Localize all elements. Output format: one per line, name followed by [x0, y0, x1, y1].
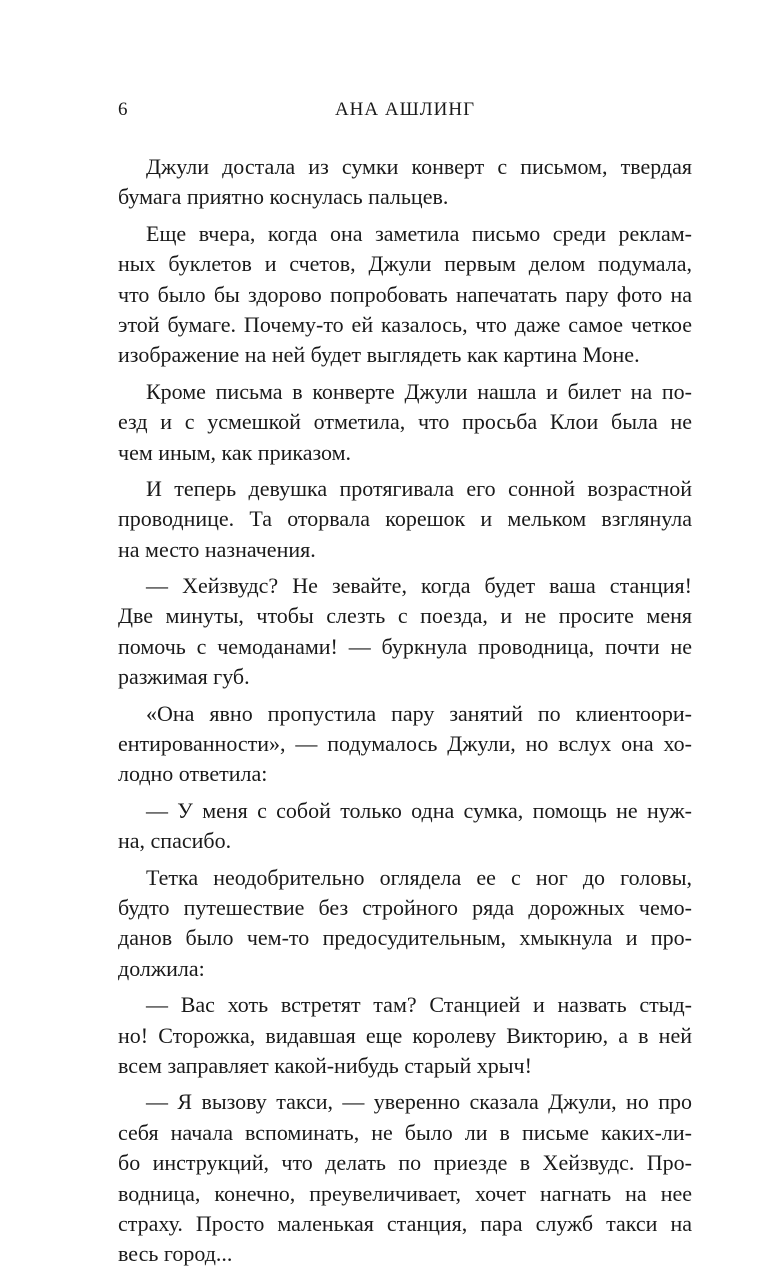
text-line: Кроме письма в конверте Джули нашла и билет на по-: [146, 378, 692, 404]
text-body: [118, 152, 692, 1270]
text-line: должила:: [118, 955, 205, 981]
text-line: себя начала вспоминать, не было ли в письме каких-ли-: [118, 1119, 692, 1145]
text-line: этой бумаге. Почему-то ей казалось, что даже самое четкое: [118, 311, 692, 337]
text-line: Две минуты, чтобы слезть с поезда, и не просите меня: [118, 603, 692, 629]
paragraph: [118, 152, 692, 213]
paragraph: [118, 474, 692, 565]
paragraph: [118, 377, 692, 468]
text-line: водница, конечно, преувеличивает, хочет нагнать на нее: [118, 1180, 692, 1206]
text-line: что было бы здорово попробовать напечатать пару фото на: [118, 281, 692, 307]
text-line: езд и с усмешкой отметила, что просьба Клои была не: [118, 409, 692, 435]
text-line: бумага приятно коснулась пальцев.: [118, 184, 449, 210]
paragraph: [118, 219, 692, 371]
text-line: данов было чем-то предосудительным, хмыкнула и про-: [118, 925, 692, 951]
paragraph: [118, 990, 692, 1081]
text-line: весь город...: [118, 1241, 233, 1267]
paragraph: [118, 571, 692, 693]
text-line: разжимая губ.: [118, 664, 250, 690]
text-line: — Хейзвудс? Не зевайте, когда будет ваша станция!: [146, 573, 692, 599]
text-line: бо инструкций, что делать по приезде в Хейзвудс. Про-: [118, 1150, 692, 1176]
text-line: будто путешествие без стройного ряда дорожных чемо-: [118, 894, 692, 920]
text-line: ных буклетов и счетов, Джули первым делом подумала,: [118, 251, 692, 277]
text-line: изображение на ней будет выглядеть как картина Моне.: [118, 342, 640, 368]
text-line: Еще вчера, когда она заметила письмо среди реклам-: [146, 220, 692, 246]
text-line: — Вас хоть встретят там? Станцией и назвать стыд-: [146, 992, 692, 1018]
text-line: Тетка неодобрительно оглядела ее с ног до головы,: [146, 864, 692, 890]
text-line: помочь с чемоданами! — буркнула проводница, почти не: [118, 633, 692, 659]
book-title: АНА АШЛИНГ: [334, 99, 476, 120]
text-line: страху. Просто маленькая станция, пара служб такси на: [118, 1210, 692, 1236]
text-line: «Она явно пропустила пару занятий по клиентоори-: [146, 700, 692, 726]
page-number: 6: [118, 99, 128, 120]
paragraph: [118, 1087, 692, 1269]
text-line: чем иным, как приказом.: [118, 439, 352, 465]
text-line: на место назначения.: [118, 536, 316, 562]
text-line: ентированности», — подумалось Джули, но вслух она хо-: [118, 731, 692, 757]
text-line: лодно ответила:: [118, 761, 268, 787]
paragraph: [118, 796, 692, 857]
text-line: — Я вызову такси, — уверенно сказала Джули, но про: [146, 1089, 692, 1115]
text-line: И теперь девушка протягивала его сонной возрастной: [146, 475, 692, 501]
paragraph: [118, 699, 692, 790]
text-line: проводнице. Та оторвала корешок и мельком взглянула: [118, 506, 692, 532]
text-line: Джули достала из сумки конверт с письмом, твердая: [146, 154, 692, 179]
text-line: всем заправляет какой-нибудь старый хрыч!: [118, 1052, 532, 1078]
running-head: [118, 98, 692, 122]
paragraph: [118, 863, 692, 985]
text-line: — У меня с собой только одна сумка, помощь не нуж-: [146, 797, 692, 823]
text-line: но! Сторожка, видавшая еще королеву Викторию, а в ней: [118, 1022, 692, 1048]
text-line: на, спасибо.: [118, 828, 232, 854]
